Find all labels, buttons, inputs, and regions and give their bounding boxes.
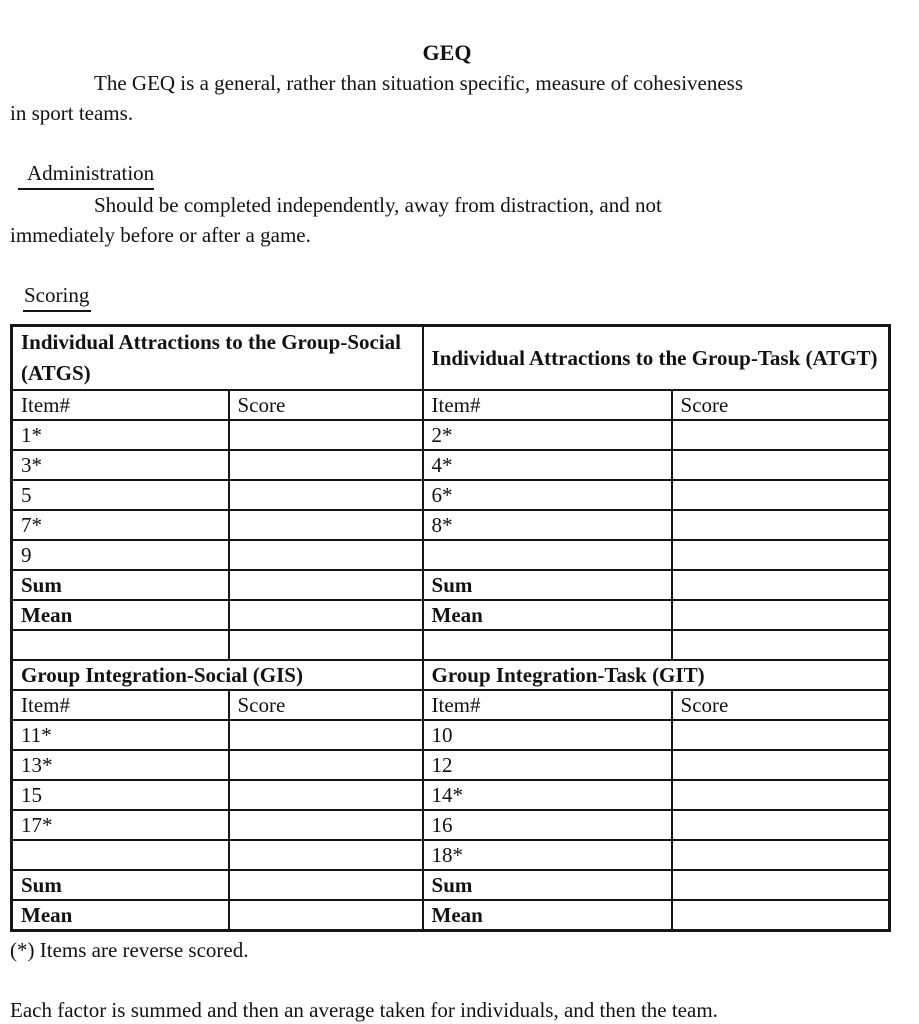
item-cell: 3*: [12, 450, 229, 480]
table-row-item: [12, 540, 890, 570]
item-cell: 2*: [423, 420, 672, 450]
score-cell: [229, 510, 423, 540]
administration-paragraph: [10, 190, 884, 250]
table-row-sum: [12, 870, 890, 900]
table-row-item: [12, 810, 890, 840]
table-row-mean: [12, 600, 890, 630]
table-row-column-headers: [12, 690, 890, 720]
closing-note: Each factor is summed and then an average taken for individuals, and then the team.: [10, 998, 718, 1022]
scoring-section-heading: [10, 280, 884, 312]
sum-label-cell: Sum: [423, 870, 672, 900]
column-header-cell: Item#: [12, 390, 229, 420]
spacer: [10, 250, 884, 280]
column-header-cell: Score: [672, 390, 890, 420]
item-cell: 17*: [12, 810, 229, 840]
item-cell: 18*: [423, 840, 672, 870]
column-header-cell: Score: [229, 690, 423, 720]
item-cell: 5: [12, 480, 229, 510]
administration-heading: Administration: [18, 158, 154, 190]
empty-cell: [229, 630, 423, 660]
sum-score-cell: [672, 570, 890, 600]
table-row-mean: [12, 900, 890, 931]
scoring-heading: Scoring: [23, 280, 91, 312]
column-header-cell: Score: [672, 690, 890, 720]
score-cell: [672, 780, 890, 810]
empty-cell: [12, 630, 229, 660]
mean-label-cell: Mean: [423, 600, 672, 630]
score-cell: [672, 420, 890, 450]
sum-label-cell: Sum: [12, 570, 229, 600]
administration-section-heading: [10, 158, 884, 190]
quadrant-title-cell-git: Group Integration-Task (GIT): [423, 660, 890, 690]
spacer: [10, 965, 884, 995]
column-header-cell: Item#: [12, 690, 229, 720]
scoring-table: [10, 324, 891, 932]
empty-cell: [672, 630, 890, 660]
score-cell: [229, 420, 423, 450]
quadrant-title-cell-gis: Group Integration-Social (GIS): [12, 660, 423, 690]
score-cell: [672, 450, 890, 480]
item-cell: 15: [12, 780, 229, 810]
item-cell: 8*: [423, 510, 672, 540]
score-cell: [229, 780, 423, 810]
sum-score-cell: [229, 570, 423, 600]
table-row-item: [12, 720, 890, 750]
score-cell: [672, 840, 890, 870]
item-cell: 1*: [12, 420, 229, 450]
administration-line-1: Should be completed independently, away from distraction, and not: [94, 193, 662, 217]
item-cell: 4*: [423, 450, 672, 480]
intro-paragraph: [10, 68, 884, 128]
column-header-cell: Item#: [423, 690, 672, 720]
quadrant-title-cell-atgt: Individual Attractions to the Group-Task (ATGT): [423, 326, 890, 391]
mean-score-cell: [229, 900, 423, 931]
sum-score-cell: [672, 870, 890, 900]
item-cell: 16: [423, 810, 672, 840]
sum-label-cell: Sum: [423, 570, 672, 600]
table-row-column-headers: [12, 390, 890, 420]
mean-label-cell: Mean: [423, 900, 672, 931]
table-row-quadrant-titles-bottom: [12, 660, 890, 690]
table-row-item: [12, 420, 890, 450]
footnote: (*) Items are reverse scored.: [10, 938, 249, 962]
item-cell: 12: [423, 750, 672, 780]
item-cell: 11*: [12, 720, 229, 750]
score-cell: [229, 720, 423, 750]
table-row-item: [12, 450, 890, 480]
intro-line-1: The GEQ is a general, rather than situation specific, measure of cohesiveness: [94, 71, 744, 95]
table-row-item: [12, 510, 890, 540]
score-cell: [229, 810, 423, 840]
table-row-item: [12, 480, 890, 510]
empty-cell: [423, 630, 672, 660]
item-cell: 14*: [423, 780, 672, 810]
table-row-spacer: [12, 630, 890, 660]
intro-line-2: in sport teams.: [10, 101, 134, 125]
score-cell: [672, 480, 890, 510]
mean-label-cell: Mean: [12, 600, 229, 630]
score-cell: [229, 840, 423, 870]
mean-label-cell: Mean: [12, 900, 229, 931]
column-header-cell: Score: [229, 390, 423, 420]
quadrant-title-cell-atgs: Individual Attractions to the Group-Social (ATGS): [12, 326, 423, 391]
table-row-quadrant-titles-top: [12, 326, 890, 391]
column-header-cell: Item#: [423, 390, 672, 420]
item-cell: 10: [423, 720, 672, 750]
score-cell: [229, 540, 423, 570]
table-row-item: [12, 840, 890, 870]
table-row-item: [12, 780, 890, 810]
score-cell: [672, 750, 890, 780]
score-cell: [229, 450, 423, 480]
table-row-sum: [12, 570, 890, 600]
score-cell: [672, 720, 890, 750]
table-row-item: [12, 750, 890, 780]
item-cell: 6*: [423, 480, 672, 510]
score-cell: [672, 540, 890, 570]
sum-score-cell: [229, 870, 423, 900]
mean-score-cell: [672, 600, 890, 630]
score-cell: [672, 510, 890, 540]
mean-score-cell: [672, 900, 890, 931]
item-cell: 9: [12, 540, 229, 570]
score-cell: [229, 480, 423, 510]
item-cell: [423, 540, 672, 570]
sum-label-cell: Sum: [12, 870, 229, 900]
spacer: [10, 128, 884, 158]
item-cell: 13*: [12, 750, 229, 780]
mean-score-cell: [229, 600, 423, 630]
score-cell: [229, 750, 423, 780]
document-title: GEQ: [422, 40, 472, 65]
item-cell: 7*: [12, 510, 229, 540]
score-cell: [672, 810, 890, 840]
administration-line-2: immediately before or after a game.: [10, 223, 311, 247]
item-cell: [12, 840, 229, 870]
